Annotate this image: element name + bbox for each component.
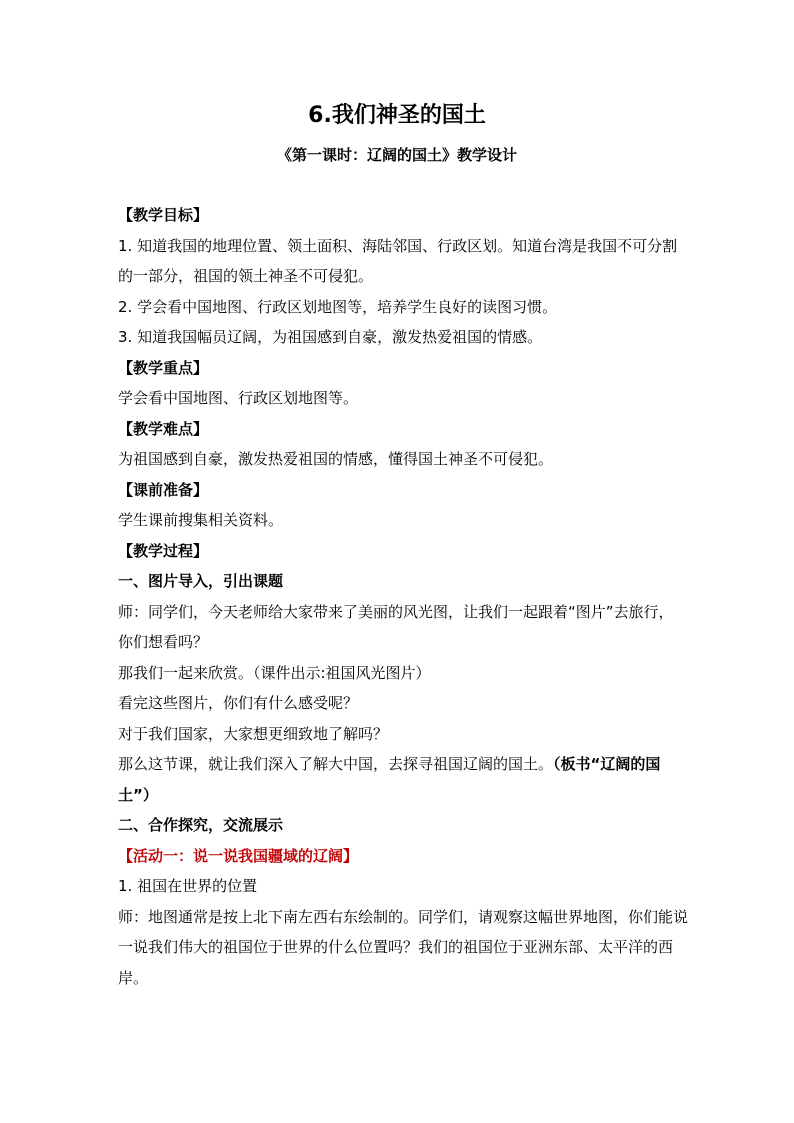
preparation-text: 学生课前搜集相关资料。 [118, 511, 284, 529]
key-points-text: 学会看中国地图、行政区划地图等。 [118, 389, 359, 407]
activity-1-heading: 【活动一：说一说我国疆域的辽阔】 [118, 846, 359, 865]
part2-heading: 二、合作探究，交流展示 [118, 816, 284, 834]
activity-1-item-1: 1. 祖国在世界的位置 [118, 877, 258, 895]
objective-item-2: 2. 学会看中国地图、行政区划地图等，培养学生良好的读图习惯。 [118, 297, 558, 316]
objective-item-3: 3. 知道我国幅员辽阔，为祖国感到自豪，激发热爱祖国的情感。 [118, 328, 543, 346]
difficulty-heading: 【教学难点】 [118, 419, 209, 438]
part1-paragraph-5-text: 那么这节课，就让我们深入了解大中国，去探寻祖国辽阔的国土。 [118, 755, 554, 773]
document-subtitle: 《第一课时：辽阔的国土》教学设计 [276, 146, 517, 164]
part1-paragraph-5 [118, 749, 688, 810]
process-heading: 【教学过程】 [118, 541, 209, 560]
document-body [118, 200, 688, 993]
difficulty-text: 为祖国感到自豪，激发热爱祖国的情感，懂得国土神圣不可侵犯。 [118, 450, 554, 468]
part1-paragraph-2: 那我们一起来欣赏。（课件出示:祖国风光图片） [118, 663, 431, 682]
activity-1-text: 师：地图通常是按上北下南左西右东绘制的。同学们，请观察这幅世界地图，你们能说一说我们伟大的祖国位于世界的什么位置吗？我们的祖国位于亚洲东部、太平洋的西岸。 [118, 907, 689, 987]
part1-heading: 一、图片导入，引出课题 [118, 572, 284, 590]
part1-paragraph-3: 看完这些图片，你们有什么感受呢？ [118, 694, 359, 712]
part1-paragraph-1: 师：同学们，今天老师给大家带来了美丽的风光图，让我们一起跟着“图片”去旅行，你们想看吗？ [118, 602, 674, 651]
part1-paragraph-4: 对于我们国家，大家想更细致地了解吗？ [118, 724, 389, 743]
document-title: 6.我们神圣的国土 [308, 103, 486, 128]
blackboard-note: （板书“辽阔的国土”） [118, 755, 661, 804]
key-points-heading: 【教学重点】 [118, 358, 209, 377]
objective-item-1: 1. 知道我国的地理位置、领土面积、海陆邻国、行政区划。知道台湾是我国不可分割的一部分，祖国的领土神圣不可侵犯。 [118, 236, 678, 285]
objectives-heading: 【教学目标】 [118, 206, 209, 224]
preparation-heading: 【课前准备】 [118, 480, 209, 499]
